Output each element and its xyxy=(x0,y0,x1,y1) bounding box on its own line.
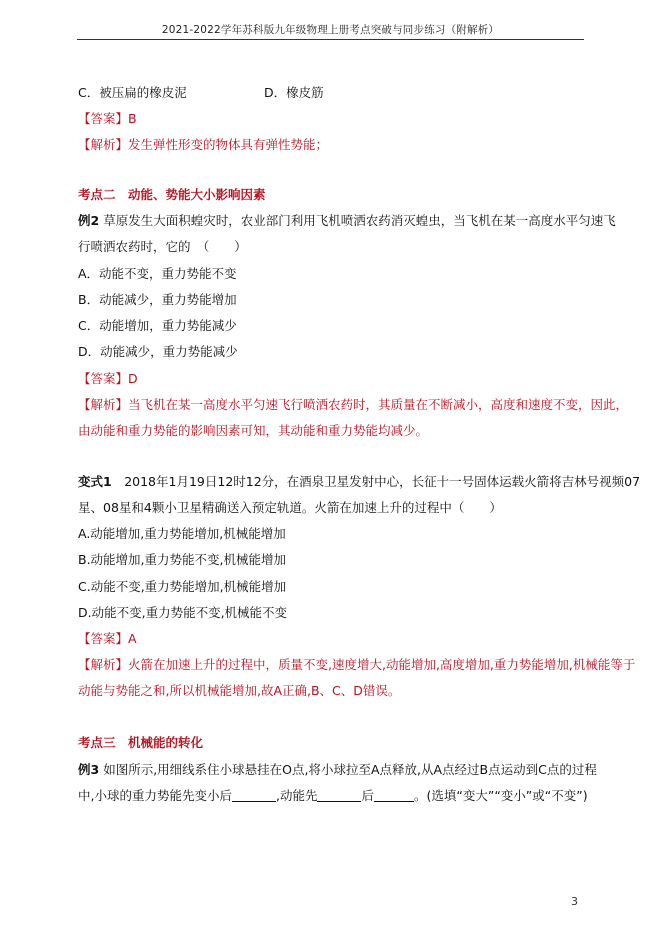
section-title-2: 考点二 动能、势能大小影响因素 xyxy=(78,187,266,202)
example-2-option-b: B．动能减少，重力势能增加 xyxy=(78,292,237,307)
variant-1-line-2: 星、08星和4颗小卫星精确送入预定轨道。火箭在加速上升的过程中（ ） xyxy=(78,500,502,515)
option-c-prev: C．被压扁的橡皮泥 xyxy=(78,85,187,100)
example-2-lead: 例2 xyxy=(78,213,100,228)
example-3-line-1: 例3 如图所示,用细线系住小球悬挂在O点,将小球拉至A点释放,从A点经过B点运动到C点的过程 xyxy=(78,762,597,777)
example-2-line-1: 例2 草原发生大面积蝗灾时，农业部门利用飞机喷洒农药消灭蝗虫，当飞机在某一高度水平匀速飞 xyxy=(78,213,616,228)
answer-2: 【答案】D xyxy=(78,371,138,386)
answer-3: 【答案】A xyxy=(78,631,137,646)
example-3-lead: 例3 xyxy=(78,762,100,777)
variant-1-option-b: B.动能增加,重力势能不变,机械能增加 xyxy=(78,552,286,567)
page-header: 2021-2022学年苏科版九年级物理上册考点突破与同步练习（附解析） xyxy=(161,24,500,36)
fill-blank-1[interactable] xyxy=(232,789,276,802)
variant-1-option-c: C.动能不变,重力势能增加,机械能增加 xyxy=(78,579,287,594)
example-2-option-d: D．动能减少，重力势能减少 xyxy=(78,344,238,359)
analysis-2-line-1: 【解析】当飞机在某一高度水平匀速飞行喷洒农药时，其质量在不断减小，高度和速度不变，因此， xyxy=(78,397,629,412)
fill-blank-2[interactable] xyxy=(317,789,361,802)
example-3-line-2: 中,小球的重力势能先变小后 ,动能先 后 。(选填“变大”“变小”或“不变”) xyxy=(78,788,588,803)
page-number: 3 xyxy=(571,895,578,908)
section-title-3: 考点三 机械能的转化 xyxy=(78,735,204,750)
variant-1-line-1: 变式1 2018年1月19日12时12分，在酒泉卫星发射中心，长征十一号固体运载火箭将吉林号视频07 xyxy=(78,474,641,489)
option-d-prev: D．橡皮筋 xyxy=(264,85,324,100)
header-rule xyxy=(77,39,584,40)
answer-1: 【答案】B xyxy=(78,111,137,126)
analysis-2-line-2: 由动能和重力势能的影响因素可知，其动能和重力势能均减少。 xyxy=(78,423,429,438)
example-2-line-2: 行喷洒农药时，它的 （ ） xyxy=(78,239,247,254)
example-2-option-c: C．动能增加，重力势能减少 xyxy=(78,318,237,333)
variant-1-lead: 变式1 xyxy=(78,474,112,489)
analysis-3-line-1: 【解析】火箭在加速上升的过程中，质量不变,速度增大,动能增加,高度增加,重力势能增加,机械能等于 xyxy=(78,657,636,672)
variant-1-option-a: A.动能增加,重力势能增加,机械能增加 xyxy=(78,526,286,541)
analysis-3-line-2: 动能与势能之和,所以机械能增加,故A正确,B、C、D错误。 xyxy=(78,683,401,698)
analysis-1: 【解析】发生弹性形变的物体具有弹性势能； xyxy=(78,137,329,152)
example-2-option-a: A．动能不变，重力势能不变 xyxy=(78,266,237,281)
fill-blank-3[interactable] xyxy=(374,789,414,802)
variant-1-option-d: D.动能不变,重力势能不变,机械能不变 xyxy=(78,605,288,620)
